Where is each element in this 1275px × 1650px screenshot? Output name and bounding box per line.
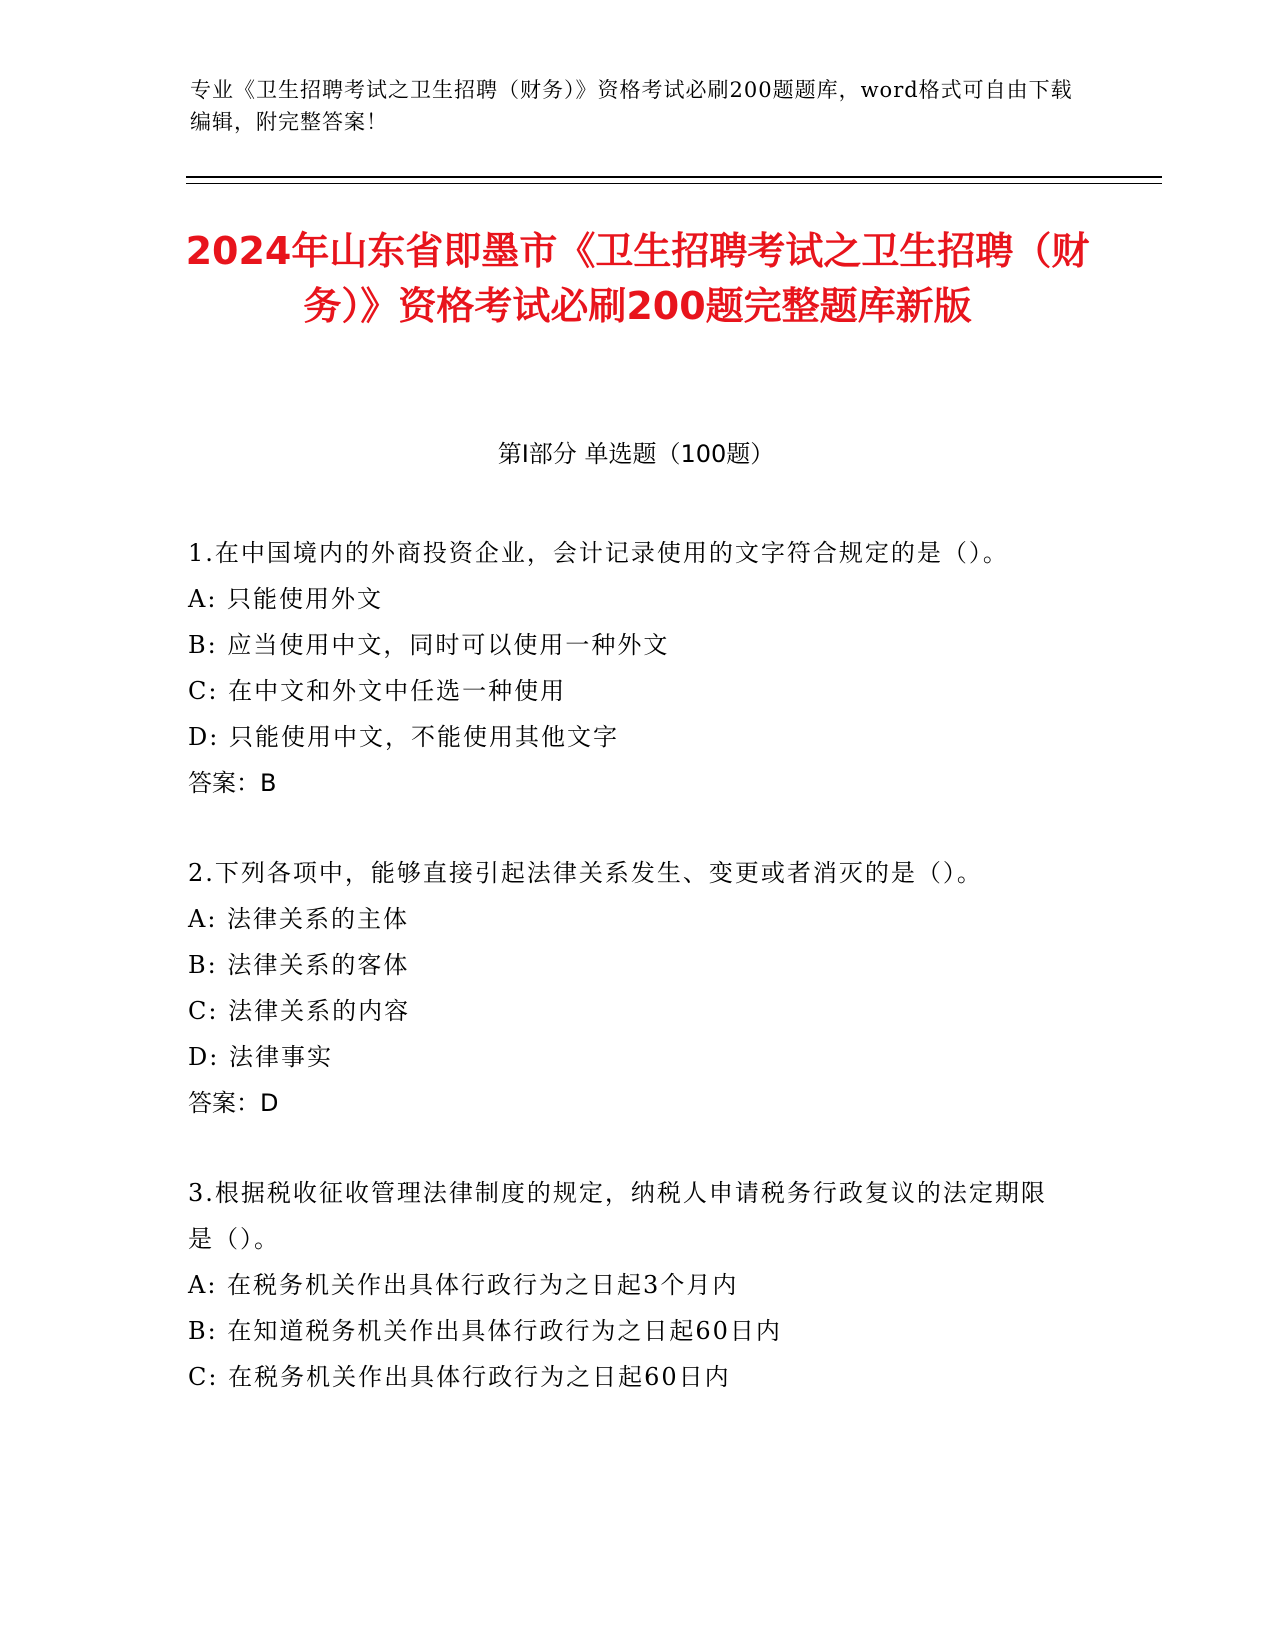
question-3: [188, 1170, 1068, 1400]
document-header-note: 专业《卫生招聘考试之卫生招聘（财务）》资格考试必刷200题题库，word格式可自由下载编辑，附完整答案！: [190, 78, 1073, 134]
answer: 答案：B: [188, 769, 277, 797]
option-d: D: 法律事实: [188, 1043, 333, 1071]
question-stem: 3.根据税收征收管理法律制度的规定，纳税人申请税务行政复议的法定期限是（）。: [188, 1179, 1047, 1253]
option-c: C: 在中文和外文中任选一种使用: [188, 677, 567, 705]
question-list: [188, 530, 1068, 1444]
option-d: D: 只能使用中文，不能使用其他文字: [188, 723, 619, 751]
option-b: B: 法律关系的客体: [188, 951, 410, 979]
option-b: B: 在知道税务机关作出具体行政行为之日起60日内: [188, 1317, 782, 1345]
option-c: C: 在税务机关作出具体行政行为之日起60日内: [188, 1363, 731, 1391]
section-title: 第Ⅰ部分 单选题（100题）: [497, 440, 775, 468]
document-title: 2024年山东省即墨市《卫生招聘考试之卫生招聘（财务）》资格考试必刷200题完整题库新版: [185, 229, 1090, 328]
question-2: [188, 850, 1068, 1126]
header-divider-thick: [186, 176, 1162, 178]
option-a: A: 只能使用外文: [188, 585, 384, 613]
option-b: B: 应当使用中文，同时可以使用一种外文: [188, 631, 670, 659]
question-1: [188, 530, 1068, 806]
option-a: A: 在税务机关作出具体行政行为之日起3个月内: [188, 1271, 739, 1299]
answer: 答案：D: [188, 1089, 279, 1117]
option-c: C: 法律关系的内容: [188, 997, 411, 1025]
option-a: A: 法律关系的主体: [188, 905, 410, 933]
question-stem: 2.下列各项中，能够直接引起法律关系发生、变更或者消灭的是（）。: [188, 859, 983, 887]
question-stem: 1.在中国境内的外商投资企业，会计记录使用的文字符合规定的是（）。: [188, 539, 1009, 567]
header-divider-thin: [186, 183, 1162, 184]
